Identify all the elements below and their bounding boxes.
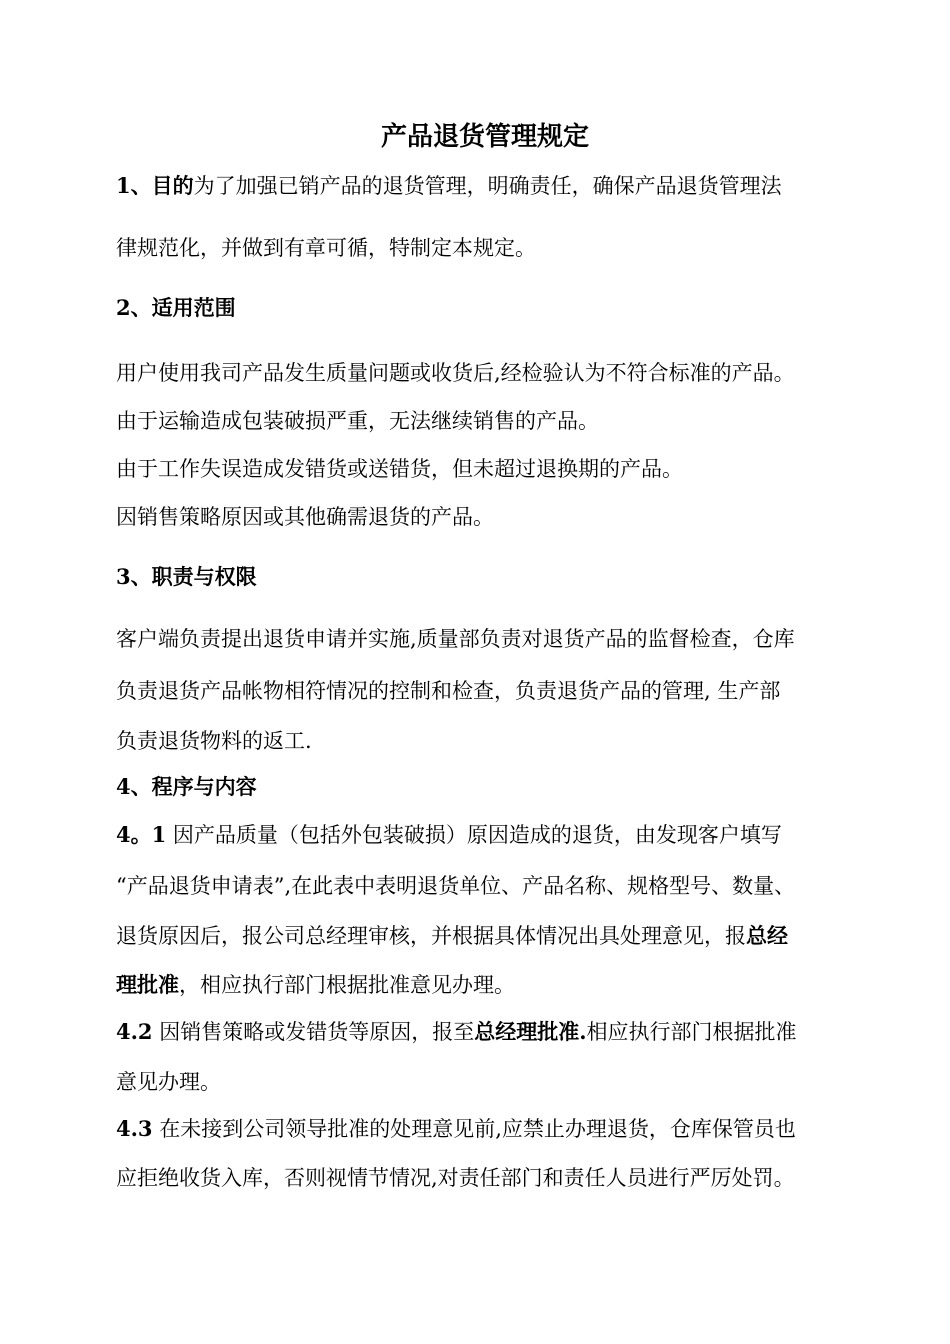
clause-4-2-text: 因销售策略或发错货等原因，报至 [152,1020,475,1044]
section-1-line-1 [116,172,782,200]
clause-4-1-number: 4。1 [116,822,167,847]
section-2-item: 用户使用我司产品发生质量问题或收货后,经检验认为不符合标准的产品。 [116,361,795,385]
clause-4-2-text: 相应执行部门根据批准 [586,1020,797,1044]
section-4-heading: 4、程序与内容 [116,774,257,799]
clause-4-1-text: 退货原因后，报公司总经理审核，并根据具体情况出具处理意见，报 [116,924,746,948]
clause-4-1-bold-text: 总经 [746,923,788,948]
clause-4-2-number: 4.2 [116,1019,153,1044]
section-2-item: 由于运输造成包装破损严重，无法继续销售的产品。 [116,409,599,433]
section-2-item: 由于工作失误造成发错货或送错货，但未超过退换期的产品。 [116,457,683,481]
clause-4-2-bold-text: 总经理批准. [474,1019,587,1044]
clause-4-1-text: ，相应执行部门根据批准意见办理。 [179,973,515,997]
section-1-line-2: 律规范化，并做到有章可循，特制定本规定。 [116,236,536,260]
clause-4-1-text: 因产品质量（包括外包装破损）原因造成的退货，由发现客户填写 [166,823,782,847]
clause-4-1-line-4 [116,971,515,999]
clause-4-1-line-1 [116,821,782,849]
section-3-line: 负责退货产品帐物相符情况的控制和检查，负责退货产品的管理, 生产部 [116,679,781,703]
clause-4-2-line-1 [116,1018,797,1046]
section-1-heading: 1、目的 [116,173,194,198]
document-title: 产品退货管理规定 [380,122,589,152]
clause-4-3-line-2: 应拒绝收货入库，否则视情节情况,对责任部门和责任人员进行严厉处罚。 [116,1166,795,1190]
clause-4-3-line-1 [116,1115,796,1143]
section-3-heading: 3、职责与权限 [116,564,257,589]
clause-4-2-line-2: 意见办理。 [116,1070,221,1094]
clause-4-1-line-2: “产品退货申请表”,在此表中表明退货单位、产品名称、规格型号、数量、 [116,874,796,898]
clause-4-1-line-3 [116,922,788,950]
section-3-line: 客户端负责提出退货申请并实施,质量部负责对退货产品的监督检查，仓库 [116,627,795,651]
clause-4-1-bold-text: 理批准 [116,972,179,997]
section-1-text: 为了加强已销产品的退货管理，明确责任，确保产品退货管理法 [193,174,782,198]
section-2-item: 因销售策略原因或其他确需退货的产品。 [116,505,494,529]
section-3-line: 负责退货物料的返工. [116,729,312,753]
clause-4-3-text: 在未接到公司领导批准的处理意见前,应禁止办理退货，仓库保管员也 [152,1117,796,1141]
clause-4-3-number: 4.3 [116,1116,153,1141]
section-2-heading: 2、适用范围 [116,295,236,320]
